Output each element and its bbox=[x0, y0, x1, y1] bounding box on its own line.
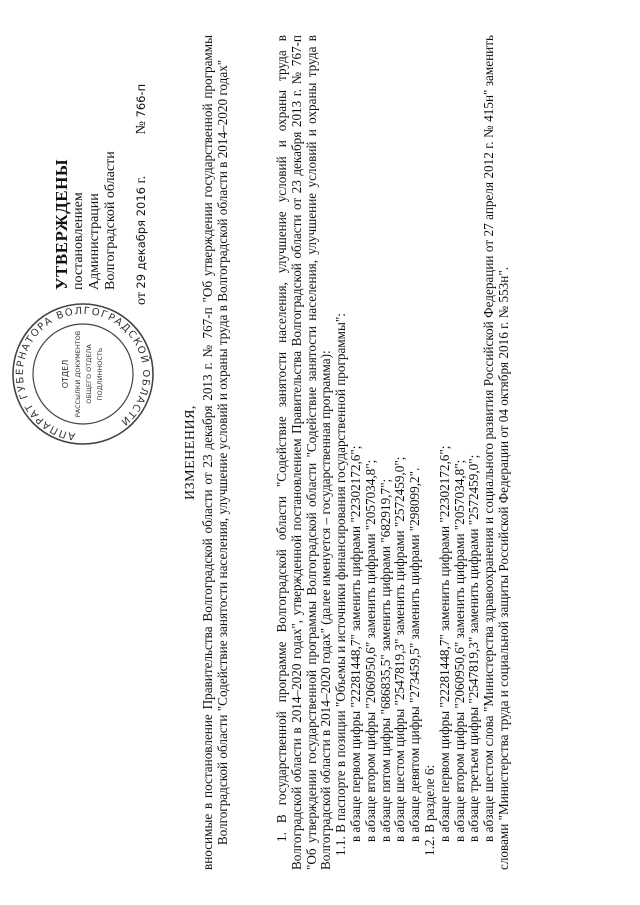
document-subtitle: вносимые в постановление Правительства Волгоградской области от 23 декабря 2013 г. № 767-п "Об утверждении государственной программы Волгоградской области "Содействие занятости населения, улучшение условий и охраны труда в Волгоградской области в 2014–2020 годах" bbox=[200, 35, 230, 870]
document-body bbox=[275, 35, 512, 870]
list-item: в абзаце пятом цифры "686835,5" заменить цифрами "682919,7"; bbox=[377, 478, 393, 842]
seal-inner-text: ОБЩЕГО ОТДЕЛА bbox=[85, 344, 93, 404]
list-item: в абзаце первом цифры "22281448,7" заменить цифрами "22302172,6"; bbox=[347, 445, 363, 842]
list-item: в абзаце втором цифры "2060950,6" заменить цифрами "2057034,8"; bbox=[451, 459, 467, 842]
list-item: в абзаце шестом слова "Министерства здравоохранения и социального развития Российской Федерации от 27 апреля 2012 г. № 415н" заменить словами "Министерства труда и социальной защиты Российской Федерации от 04 октября 2016 г. № 553н". bbox=[481, 35, 511, 870]
approval-line-1: постановлением bbox=[71, 192, 86, 290]
approval-line-3: Волгоградской области bbox=[103, 151, 118, 290]
approval-heading: УТВЕРЖДЕНЫ bbox=[52, 158, 71, 290]
date-value: 29 декабря 2016 bbox=[134, 187, 148, 289]
list-item: в абзаце втором цифры "2060950,6" заменить цифрами "2057034,8"; bbox=[362, 459, 378, 842]
list-item: в абзаце первом цифры "22281448,7" заменить цифрами "22302172,6"; bbox=[436, 445, 452, 842]
list-item: в абзаце шестом цифры "2547819,3" заменить цифрами "2572459,0"; bbox=[392, 456, 408, 842]
approval-date-line bbox=[133, 5, 150, 305]
paragraph-1-1: 1.1. В паспорте в позиции "Объемы и источники финансирования государственной программы": bbox=[333, 313, 349, 856]
approval-block bbox=[52, 5, 150, 305]
document-title: ИЗМЕНЕНИЯ, bbox=[183, 405, 198, 500]
seal-outer-text: АППАРАТ ГУБЕРНАТОРА ВОЛГОГРАДСКОЙ ОБЛАСТИ bbox=[14, 305, 152, 442]
svg-text:АППАРАТ ГУБЕРНАТОРА ВОЛГОГРАДС bbox=[15, 306, 152, 442]
paragraph-1-2: 1.2. В разделе 6: bbox=[421, 764, 437, 856]
paragraph-1: 1. В государственной программе Волгоградской области "Содействие занятости населения, улучшение условий и охраны труда в Волгоградской области в 2014–2020 годах", утвержденной постановлением Правительства Волгоградской области от 23 декабря 2013 г. № 767-п "Об утверждении государственной программы Волгоградской области "Содействие занятости населения, улучшение условий и охраны труда в Волгоградской области в 2014–2020 годах" (далее именуется – государственная программа): bbox=[274, 35, 334, 870]
date-prefix: от bbox=[134, 292, 149, 305]
approval-line-2: Администрации bbox=[87, 193, 102, 290]
number-prefix: № bbox=[134, 120, 149, 135]
list-item: в абзаце девятом цифры "273459,5" заменить цифрами "298099,2". bbox=[407, 467, 423, 842]
number-value: 766-п bbox=[134, 83, 148, 118]
list-item: в абзаце третьем цифры "2547819,3" заменить цифрами "2572459,0"; bbox=[466, 454, 482, 842]
seal-inner-text: ОТДЕЛ bbox=[61, 359, 70, 389]
seal-inner-text: РАССЫЛКИ ДОКУМЕНТОВ bbox=[74, 330, 82, 418]
date-suffix: г. bbox=[134, 175, 149, 184]
official-stamp bbox=[8, 299, 158, 449]
seal-inner-text: ПОДЛИННОСТЬ bbox=[96, 347, 104, 401]
